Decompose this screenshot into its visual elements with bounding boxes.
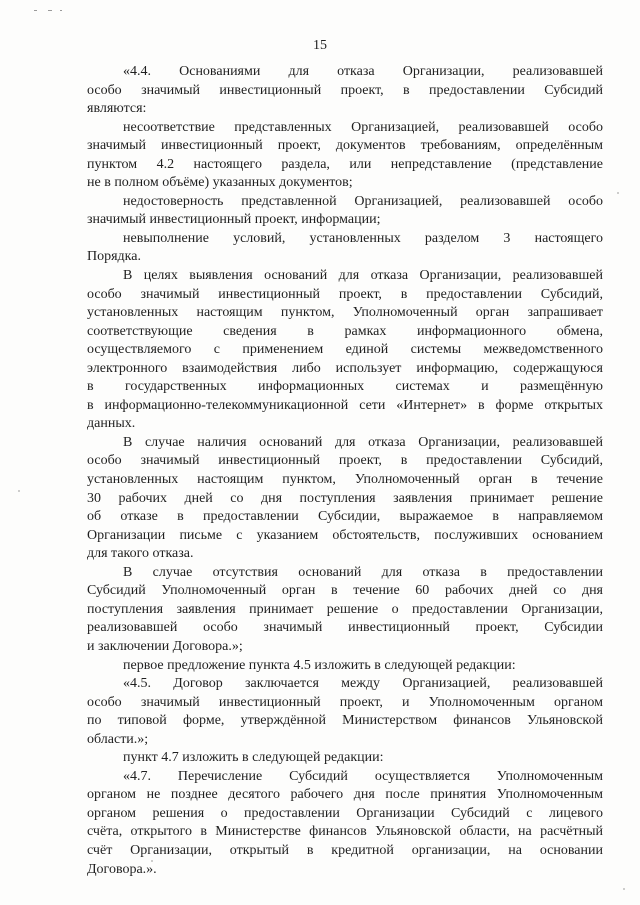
text-line: особо значимый инвестиционный проект, в предоставлении Субсидий, xyxy=(87,286,603,302)
text-line: пункт 4.7 изложить в следующей редакции: xyxy=(123,750,384,766)
scan-speck xyxy=(617,192,619,194)
text-line: для такого отказа. xyxy=(87,546,194,562)
text-line: электронного взаимодействия либо использует информацию, содержащуюся xyxy=(87,360,603,376)
text-line: Договора.». xyxy=(87,861,157,877)
text-line: установленных настоящим пунктом, Уполномоченный орган запрашивает xyxy=(87,305,603,321)
text-line: значимый инвестиционный проект, документов требованиям, определённым xyxy=(87,138,603,154)
scan-mark xyxy=(48,10,52,11)
text-line: особо значимый инвестиционный проект, и Уполномоченным органом xyxy=(87,694,603,710)
text-line: Организации письме с указанием обстоятельств, послуживших основанием xyxy=(87,527,603,543)
text-line: В случае отсутствия оснований для отказа в предоставлении xyxy=(123,564,603,580)
text-line: первое предложение пункта 4.5 изложить в следующей редакции: xyxy=(123,657,516,673)
text-line: поступления заявления принимает решение о предоставлении Организации, xyxy=(87,601,603,617)
text-line: невыполнение условий, установленных разделом 3 настоящего xyxy=(123,230,603,246)
text-line: В целях выявления оснований для отказа Организации, реализовавшей xyxy=(123,268,603,284)
text-line: счёта, открытого в Министерстве финансов Ульяновской области, на расчётный xyxy=(87,824,603,840)
text-line: области.»; xyxy=(87,731,149,747)
page-number: 15 xyxy=(313,38,327,53)
document-body xyxy=(87,63,603,879)
text-line: особо значимый инвестиционный проект, в предоставлении Субсидий, xyxy=(87,453,603,469)
text-line: «4.4. Основаниями для отказа Организации, реализовавшей xyxy=(123,64,603,79)
text-line: установленных настоящим пунктом, Уполномоченный орган в течение xyxy=(87,472,603,488)
text-line: реализовавшей особо значимый инвестиционный проект, Субсидии xyxy=(87,620,603,636)
text-line: данных. xyxy=(87,416,136,432)
text-line: органом не позднее десятого рабочего дня после принятия Уполномоченным xyxy=(87,787,603,803)
text-line: являются: xyxy=(87,101,147,117)
text-line: 30 рабочих дней со дня поступления заявления принимает решение xyxy=(87,490,603,506)
scan-mark xyxy=(34,10,37,11)
text-line: недостоверность представленной Организацией, реализовавшей особо xyxy=(123,193,603,209)
text-line: пунктом 4.2 настоящего раздела, или непредставление (представление xyxy=(87,156,603,172)
text-line: В случае наличия оснований для отказа Организации, реализовавшей xyxy=(123,434,603,450)
scan-speck xyxy=(18,490,20,492)
text-line: об отказе в предоставлении Субсидии, выражаемое в направляемом xyxy=(87,509,603,525)
text-line: в информационно-телекоммуникационной сети «Интернет» в форме открытых xyxy=(87,397,603,413)
text-line: органом решения о предоставлении Организации Субсидий с лицевого xyxy=(87,805,603,821)
text-line: счёт Организации, открытый в кредитной организации, на основании xyxy=(87,842,603,858)
text-line: осуществляемого с применением единой системы межведомственного xyxy=(87,342,603,358)
text-line: соответствующие сведения в рамках информационного обмена, xyxy=(87,323,603,339)
text-line: значимый инвестиционный проект, информации; xyxy=(87,212,381,228)
text-line: особо значимый инвестиционный проект, в предоставлении Субсидий xyxy=(87,82,603,98)
scan-speck xyxy=(151,860,153,862)
text-line: Порядка. xyxy=(87,249,141,265)
scan-mark xyxy=(60,10,62,11)
text-line: «4.7. Перечисление Субсидий осуществляется Уполномоченным xyxy=(123,768,603,784)
text-line: Субсидий Уполномоченный орган в течение 60 рабочих дней со дня xyxy=(87,583,603,599)
text-line: «4.5. Договор заключается между Организацией, реализовавшей xyxy=(123,676,603,692)
text-line: по типовой форме, утверждённой Министерством финансов Ульяновской xyxy=(87,713,603,729)
text-line: в государственных информационных системах и размещённую xyxy=(87,379,603,395)
text-line: несоответствие представленных Организацией, реализовавшей особо xyxy=(123,119,603,135)
text-line: и заключении Договора.»; xyxy=(87,638,243,654)
text-line: не в полном объёме) указанных документов; xyxy=(87,175,353,191)
scan-speck xyxy=(623,888,625,890)
